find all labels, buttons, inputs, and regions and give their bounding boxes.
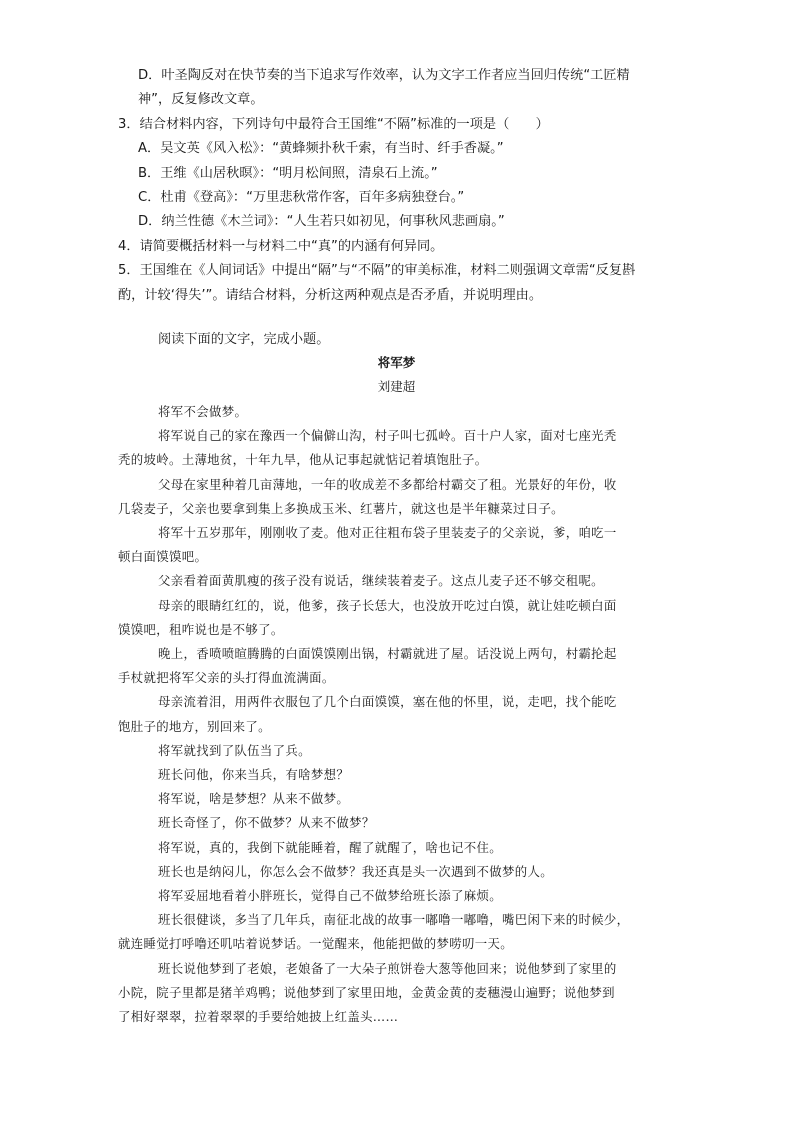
story-line: 小院，院子里都是猪羊鸡鸭；说他梦到了家里田地，金黄金黄的麦穗漫山遍野；说他梦到 <box>118 984 615 1000</box>
question-5-line2: 酌，计较‘得失’”。请结合材料，分析这两种观点是否矛盾，并说明理由。 <box>118 287 543 303</box>
story-line: 晚上，香喷喷暄腾腾的白面馍馍刚出锅，村霸就进了屋。话没说上两句，村霸抡起 <box>158 646 617 662</box>
story-line: 父母在家里种着几亩薄地，一年的收成差不多都给村霸交了租。光景好的年份，收 <box>158 476 617 492</box>
story-line: 将军妥屈地看着小胖班长，觉得自己不做梦给班长添了麻烦。 <box>158 888 502 904</box>
story-line: 将军不会做梦。 <box>158 404 248 419</box>
story-line: 将军说自己的家在豫西一个偏僻山沟，村子叫七孤岭。百十户人家，面对七座光秃 <box>158 428 617 444</box>
story-line: 班长很健谈，多当了几年兵，南征北战的故事一嘟噜一嘟噜，嘴巴闲下来的时候少， <box>158 912 630 928</box>
story-body <box>118 400 680 1029</box>
story-line: 将军十五岁那年，刚刚收了麦。他对正往粗布袋子里装麦子的父亲说，爹，咱吃一 <box>158 525 617 541</box>
question-5-line1: 5．王国维在《人间词话》中提出“隔”与“不隔”的审美标准，材料二则强调文章需“反复斟 <box>118 263 636 279</box>
story-line: 饱肚子的地方，别回来了。 <box>118 718 271 734</box>
story-line: 班长说他梦到了老娘，老娘备了一大朵子煎饼卷大葱等他回来；说他梦到了家里的 <box>158 960 617 976</box>
question-section <box>118 64 678 308</box>
story-line: 将军说，啥是梦想？从来不做梦。 <box>158 791 350 807</box>
story-line: 母亲的眼睛红红的，说，他爹，孩子长恁大，也没放开吃过白馍，就让娃吃顿白面 <box>158 597 617 613</box>
reading-intro: 阅读下面的文字，完成小题。 <box>158 332 330 347</box>
story-line: 秃的坡岭。土薄地贫，十年九旱，他从记事起就惦记着填饱肚子。 <box>118 452 488 468</box>
story-line: 父亲看着面黄肌瘦的孩子没有说话，继续装着麦子。这点儿麦子还不够交租呢。 <box>158 573 604 589</box>
story-line: 了相好翠翠，拉着翠翠的手要给她披上红盖头…… <box>118 1009 399 1025</box>
option-d-prev-line1: D．叶圣陶反对在快节奏的当下追求写作效率，认为文字工作者应当回归传统“工匠精 <box>138 68 630 83</box>
story-line: 将军就找到了队伍当了兵。 <box>158 742 311 758</box>
question-3-stem: 3．结合材料内容，下列诗句中最符合王国维“不隔”标准的一项是（ ） <box>118 116 549 132</box>
question-3-option-c: C．杜甫《登高》：“万里悲秋常作客，百年多病独登台。” <box>138 190 465 206</box>
option-d-prev-line2: 神”，反复修改文章。 <box>138 92 264 108</box>
question-3-option-a: A．吴文英《风入松》：“黄蜂频扑秋千索，有当时、纤手香凝。” <box>138 141 504 157</box>
story-line: 手杖就把将军父亲的头打得血流满面。 <box>118 670 335 686</box>
story-title: 将军梦 <box>377 355 416 370</box>
story-line: 班长奇怪了，你不做梦？从来不做梦？ <box>158 815 375 831</box>
story-line: 馍馍吧，租咋说也是不够了。 <box>118 621 284 637</box>
question-3-option-d: D．纳兰性德《木兰词》：“人生若只如初见，何事秋风悲画扇。” <box>138 214 505 230</box>
story-author: 刘建超 <box>377 379 416 394</box>
story-line: 母亲流着泪，用两件衣服包了几个白面馍馍，塞在他的怀里，说，走吧，找个能吃 <box>158 694 617 710</box>
story-line: 班长问他，你来当兵，有啥梦想？ <box>158 767 350 783</box>
story-line: 班长也是纳闷儿，你怎么会不做梦？我还真是头一次遇到不做梦的人。 <box>158 863 553 879</box>
story-line: 将军说，真的，我倒下就能睡着，醒了就醒了，啥也记不住。 <box>158 839 502 855</box>
question-3-option-b: B．王维《山居秋暝》：“明月松间照，清泉石上流。” <box>138 165 438 181</box>
question-4: 4．请简要概括材料一与材料二中“真”的内涵有何异同。 <box>118 238 444 254</box>
story-line: 几袋麦子，父亲也要拿到集上多换成玉米、红薯片，就这也是半年糠菜过日子。 <box>118 500 564 516</box>
story-line: 顿白面馍馍吧。 <box>118 549 208 565</box>
story-line: 就连睡觉打呼噜还叽咕着说梦话。一觉醒来，他能把做的梦唠叨一天。 <box>118 936 513 952</box>
